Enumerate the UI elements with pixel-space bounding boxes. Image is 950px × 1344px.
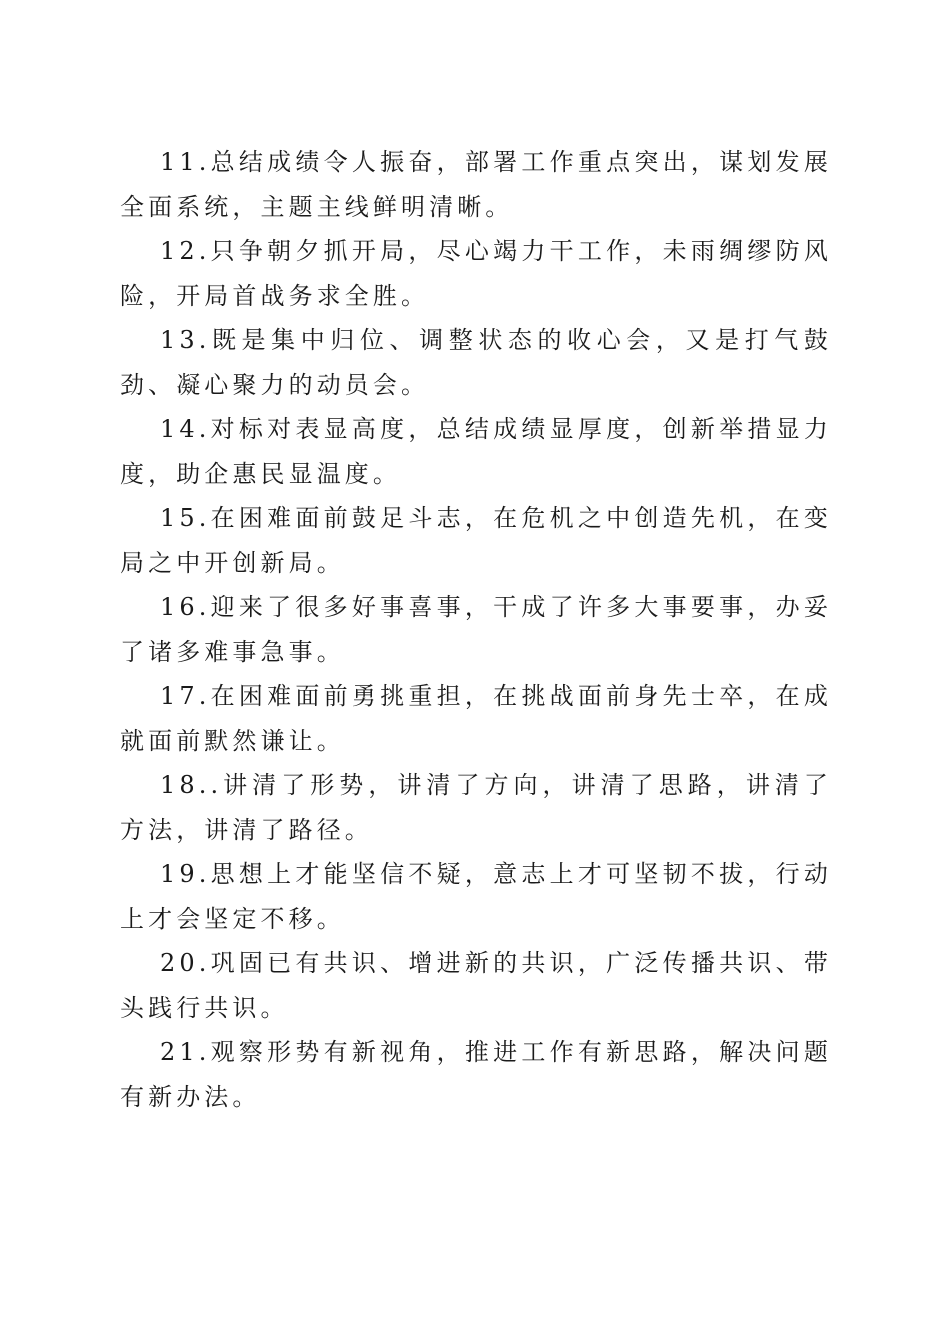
paragraph-13: 13.既是集中归位、调整状态的收心会，又是打气鼓劲、凝心聚力的动员会。 <box>120 326 832 399</box>
paragraph-17: 17.在困难面前勇挑重担，在挑战面前身先士卒，在成就面前默然谦让。 <box>120 682 832 755</box>
paragraph-12: 12.只争朝夕抓开局，尽心竭力干工作，未雨绸缪防风险，开局首战务求全胜。 <box>120 237 832 310</box>
paragraph-14: 14.对标对表显高度，总结成绩显厚度，创新举措显力度，助企惠民显温度。 <box>120 415 832 488</box>
paragraph-20: 20.巩固已有共识、增进新的共识，广泛传播共识、带头践行共识。 <box>120 949 832 1022</box>
paragraph-21: 21.观察形势有新视角，推进工作有新思路，解决问题有新办法。 <box>120 1038 832 1111</box>
paragraph-19: 19.思想上才能坚信不疑，意志上才可坚韧不拔，行动上才会坚定不移。 <box>120 860 832 933</box>
paragraph-16: 16.迎来了很多好事喜事，干成了许多大事要事，办妥了诸多难事急事。 <box>120 593 832 666</box>
paragraph-15: 15.在困难面前鼓足斗志，在危机之中创造先机，在变局之中开创新局。 <box>120 504 832 577</box>
paragraph-18: 18..讲清了形势，讲清了方向，讲清了思路，讲清了方法，讲清了路径。 <box>120 771 832 844</box>
paragraph-11: 11.总结成绩令人振奋，部署工作重点突出，谋划发展全面系统，主题主线鲜明清晰。 <box>120 148 832 221</box>
document-body <box>120 140 832 1119</box>
